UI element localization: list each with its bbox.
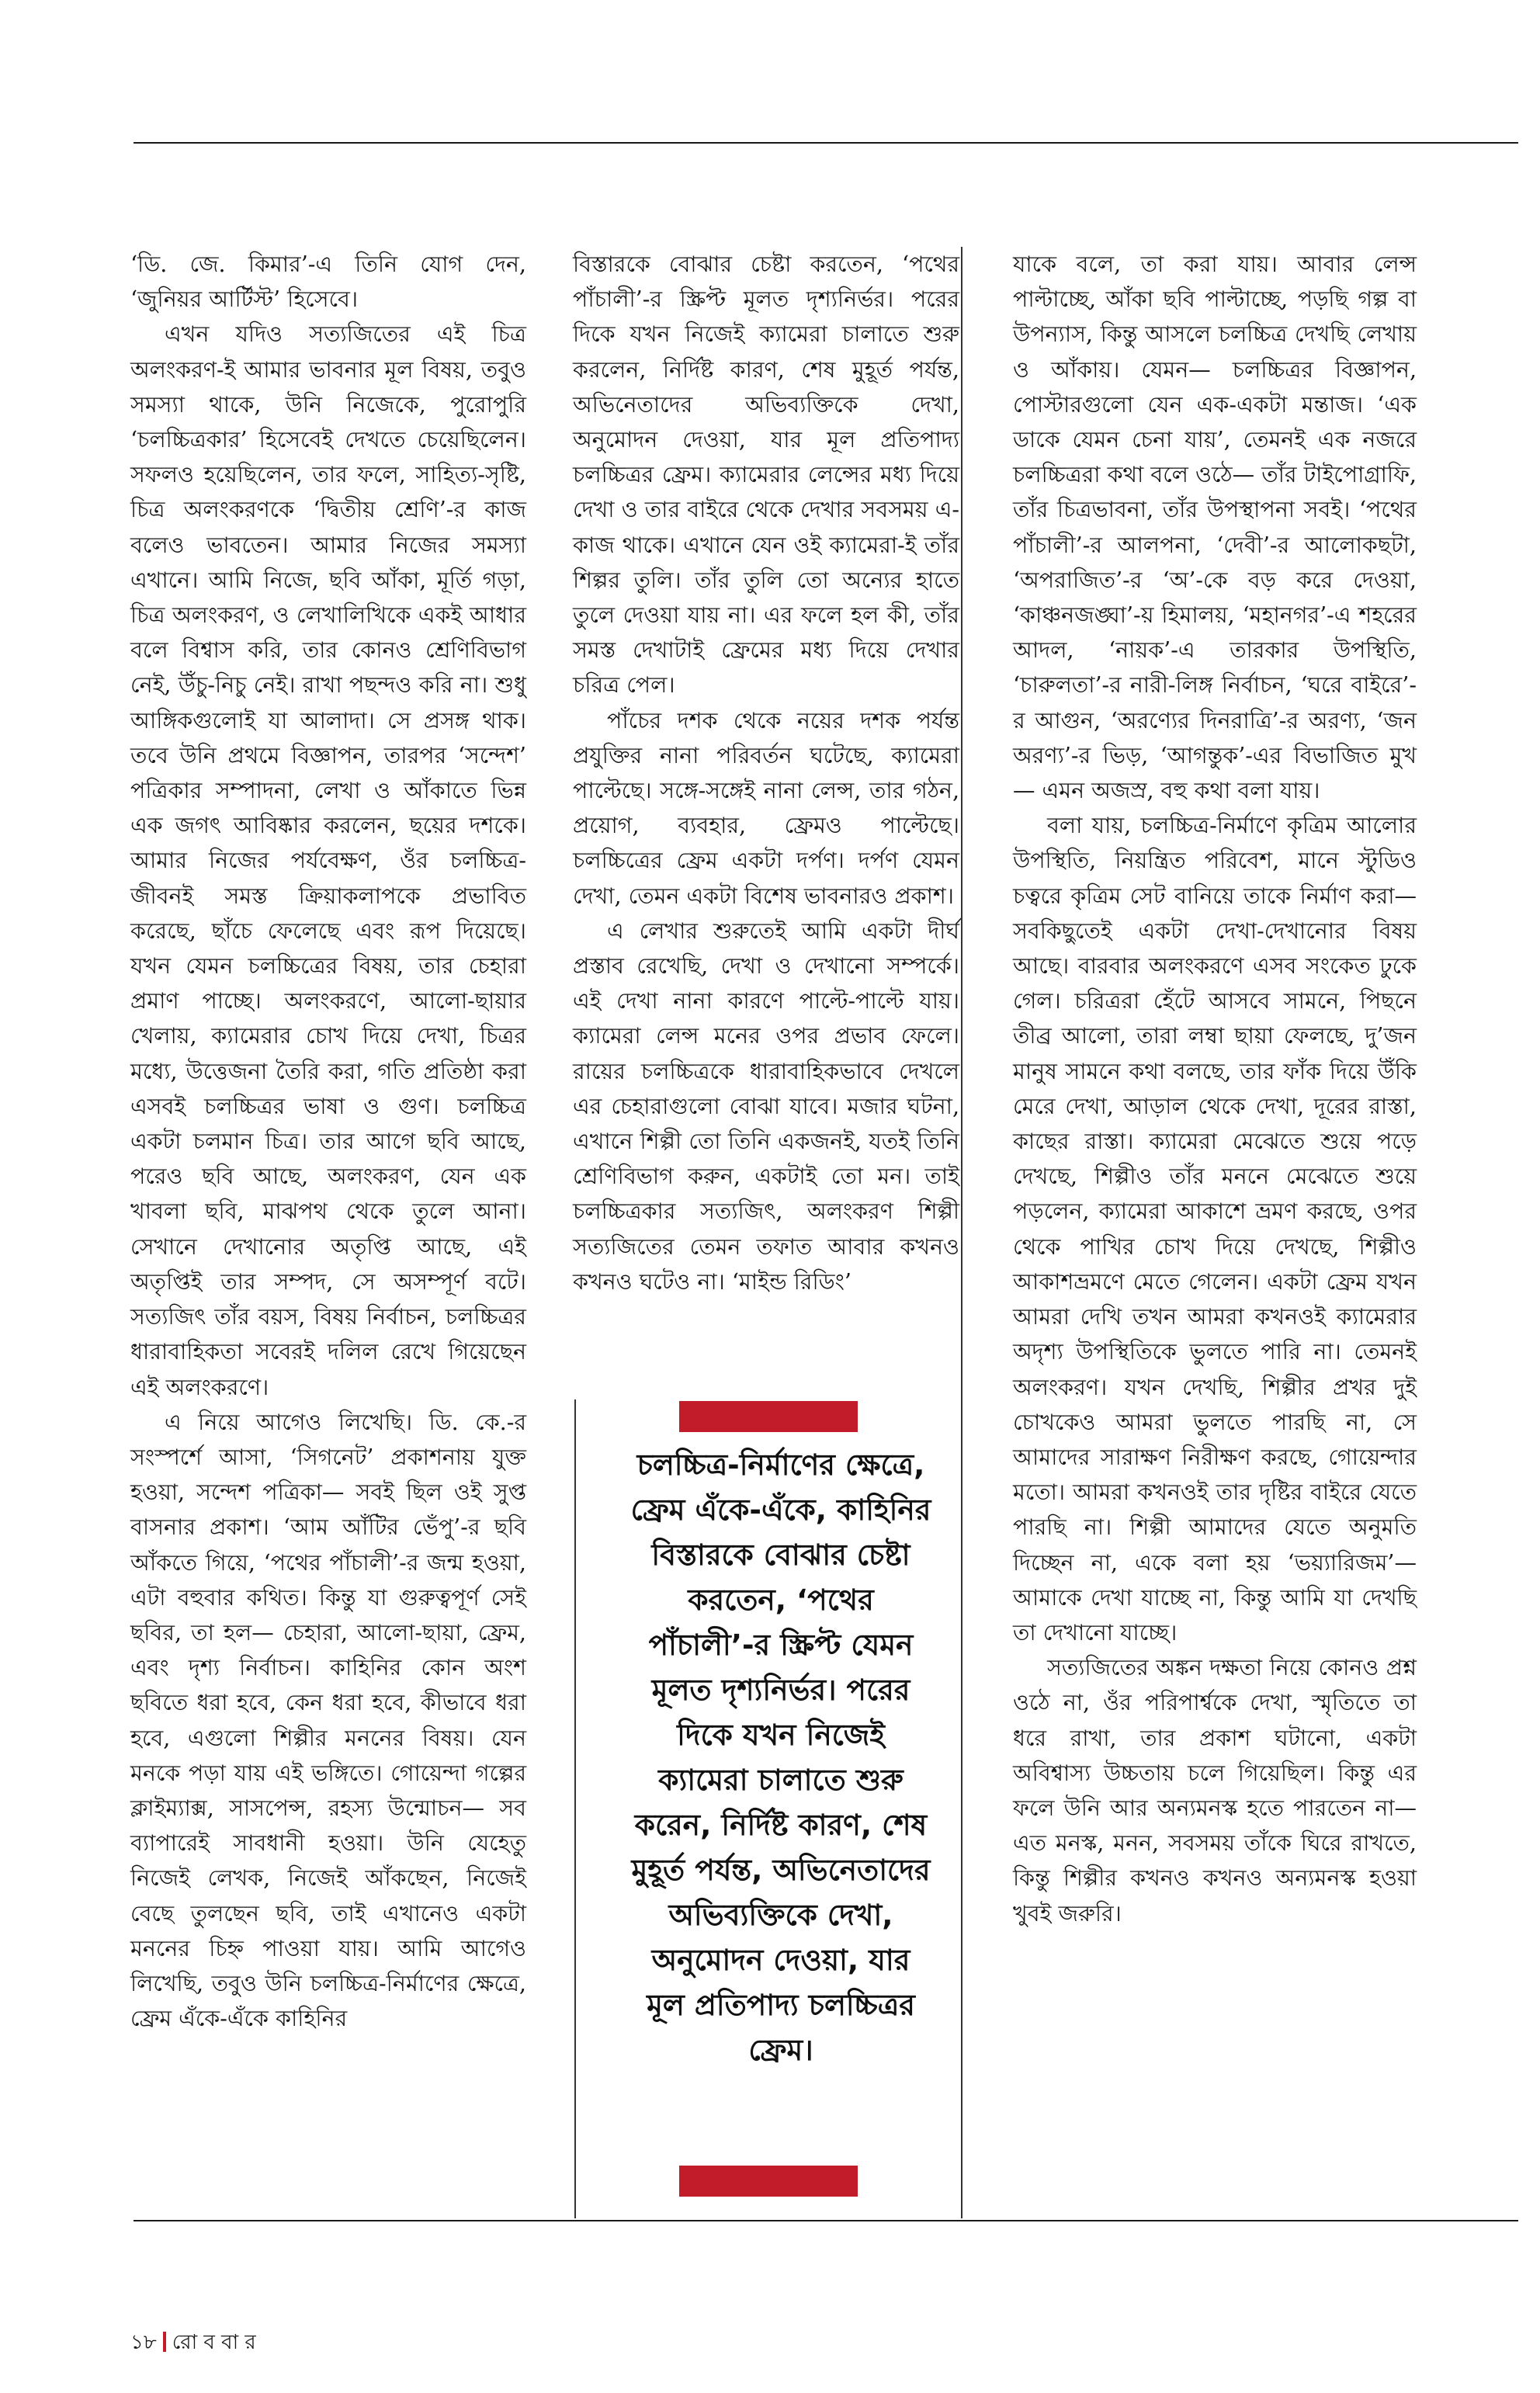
column-3-paragraph-2: বলা যায়, চলচ্চিত্র-নির্মাণে কৃত্রিম আলোর উপস্থিতি, নিয়ন্ত্রিত পরিবেশ, মানে স্টুডিও চত্বরে কৃত্রিম সেট বানিয়ে তাকে নির্মাণ করা— সবকিছুতেই একটা দেখা-দেখানোর বিষয় আছে। বারবার অলংকরণে এসব সংকেত ঢুকে গেল। চরিত্ররা হেঁটে আসবে সামনে, পিছনে তীব্র আলো, তারা লম্বা ছায়া ফেলছে, দু’জন মানুষ সামনে কথা বলছে, তার ফাঁক দিয়ে উঁকি মেরে দেখা, আড়াল থেকে দেখা, দূরের রাস্তা, কাছের রাস্তা। ক্যামেরা মেঝেতে শুয়ে পড়ে দেখছে, শিল্পীও তাঁর মননে মেঝেতে শুয়ে পড়লেন, ক্যামেরা আকাশে ভ্রমণ করছে, ওপর থেকে পাখির চোখ দিয়ে দেখছে, শিল্পীও আকাশভ্রমণে মেতে গেলেন। একটা ফ্রেম যখন আমরা দেখি তখন আমরা কখনওই ক্যামেরার অদৃশ্য উপস্থিতিকে ভুলতে পারি না। তেমনই অলংকরণ। যখন দেখছি, শিল্পীর প্রখর দুই চোখকেও আমরা ভুলতে পারছি না, সে আমাদের সারাক্ষণ নিরীক্ষণ করছে, গোয়েন্দার মতো। আমরা কখনওই তার দৃষ্টির বাইরে যেতে পারছি না। শিল্পী আমাদের যেতে অনুমতি দিচ্ছেন না, একে বলা হয় ‘ভয়্যারিজম’— আমাকে দেখা যাচ্ছে না, কিন্তু আমি যা দেখছি তা দেখানো যাচ্ছে।	[1013, 813, 1417, 1646]
pull-quote-bottom-bar	[679, 2166, 858, 2197]
column-divider-right	[961, 247, 962, 2218]
page-footer	[130, 2326, 256, 2360]
magazine-name: রো ব বা র	[172, 2331, 256, 2354]
top-rule	[134, 142, 1518, 144]
column-2-paragraph-3: এ লেখার শুরুতেই আমি একটা দীর্ঘ প্রস্তাব রেখেছি, দেখা ও দেখানো সম্পর্কে। এই দেখা নানা কারণে পাল্টে-পাল্টে যায়। ক্যামেরা লেন্স মনের ওপর প্রভাব ফেলে। রায়ের চলচ্চিত্রকে ধারাবাহিকভাবে দেখলে এর চেহারাগুলো বোঝা যাবে। মজার ঘটনা, এখানে শিল্পী তো তিনি একজনই, যতই তিনি শ্রেণিবিভাগ করুন, একটাই তো মন। তাই চলচ্চিত্রকার সত্যজিৎ, অলংকরণ শিল্পী সত্যজিতের তেমন তফাত আবার কখনও কখনও ঘটেও না। ‘মাইন্ড রিডিং’	[573, 917, 959, 1295]
column-2-paragraph-1: বিস্তারকে বোঝার চেষ্টা করতেন, ‘পথের পাঁচালী’-র স্ক্রিপ্ট মূলত দৃশ্যনির্ভর। পরের দিকে যখন নিজেই ক্যামেরা চালাতে শুরু করলেন, নির্দিষ্ট কারণ, শেষ মুহূর্ত পর্যন্ত, অভিনেতাদের অভিব্যক্তিকে দেখা, অনুমোদন দেওয়া, যার মূল প্রতিপাদ্য চলচ্চিত্রর ফ্রেম। ক্যামেরার লেন্সের মধ্য দিয়ে দেখা ও তার বাইরে থেকে দেখার সবসময় এ-কাজ থাকে। এখানে যেন ওই ক্যামেরা-ই তাঁর শিল্পর তুলি। তাঁর তুলি তো অন্যের হাতে তুলে দেওয়া যায় না। এর ফলে হল কী, তাঁর সমস্ত দেখাটাই ফ্রেমের মধ্য দিয়ে দেখার চরিত্র পেল।	[573, 251, 959, 699]
column-divider-left	[574, 1399, 576, 2218]
page-number: ১৮	[130, 2331, 157, 2354]
footer-divider	[163, 2332, 166, 2352]
article-column-1	[130, 247, 526, 2036]
column-3-paragraph-3: সত্যজিতের অঙ্কন দক্ষতা নিয়ে কোনও প্রশ্ন ওঠে না, ওঁর পরিপার্শ্বকে দেখা, স্মৃতিতে তা ধরে রাখা, তার প্রকাশ ঘটানো, একটা অবিশ্বাস্য উচ্চতায় চলে গিয়েছিল। কিন্তু এর ফলে উনি আর অন্যমনস্ক হতে পারতেন না— এত মনস্ক, মনন, সবসময় তাঁকে ঘিরে রাখতে, কিন্তু শিল্পীর কখনও কখনও অন্যমনস্ক হওয়া খুবই জরুরি।	[1013, 1655, 1417, 1927]
bottom-rule	[134, 2220, 1518, 2221]
column-3-paragraph-1: যাকে বলে, তা করা যায়। আবার লেন্স পাল্টাচ্ছে, আঁকা ছবি পাল্টাচ্ছে, পড়ছি গল্প বা উপন্যাস, কিন্তু আসলে চলচ্চিত্র দেখছি লেখায় ও আঁকায়। যেমন— চলচ্চিত্রর বিজ্ঞাপন, পোস্টারগুলো যেন এক-একটা মন্তাজ। ‘এক ডাকে যেমন চেনা যায়’, তেমনই এক নজরে চলচ্চিত্ররা কথা বলে ওঠে— তাঁর টাইপোগ্রাফি, তাঁর চিত্রভাবনা, তাঁর উপস্থাপনা সবই। ‘পথের পাঁচালী’-র আলপনা, ‘দেবী’-র আলোকছটা, ‘অপরাজিত’-র ‘অ’-কে বড় করে দেওয়া, ‘কাঞ্চনজঙ্ঘা’-য় হিমালয়, ‘মহানগর’-এ শহরের আদল, ‘নায়ক’-এ তারকার উপস্থিতি, ‘চারুলতা’-র নারী-লিঙ্গ নির্বাচন, ‘ঘরে বাইরে’-র আগুন, ‘অরণ্যের দিনরাত্রি’-র অরণ্য, ‘জন অরণ্য’-র ভিড়, ‘আগন্তুক’-এর বিভাজিত মুখ— এমন অজস্র, বহু কথা বলা যায়।	[1013, 251, 1417, 804]
column-1-paragraph-2: এখন যদিও সত্যজিতের এই চিত্র অলংকরণ-ই আমার ভাবনার মূল বিষয়, তবুও সমস্যা থাকে, উনি নিজেকে, পুরোপুরি ‘চলচ্চিত্রকার’ হিসেবেই দেখতে চেয়েছিলেন। সফলও হয়েছিলেন, তার ফলে, সাহিত্য-সৃষ্টি, চিত্র অলংকরণকে ‘দ্বিতীয় শ্রেণি’-র কাজ বলেও ভাবতেন। আমার নিজের সমস্যা এখানে। আমি নিজে, ছবি আঁকা, মূর্তি গড়া, চিত্র অলংকরণ, ও লেখালিখিকে একই আধার বলে বিশ্বাস করি, তার কোনও শ্রেণিবিভাগ নেই, উঁচু-নিচু নেই। রাখা পছন্দও করি না। শুধু আঙ্গিকগুলোই যা আলাদা। সে প্রসঙ্গ থাক। তবে উনি প্রথমে বিজ্ঞাপন, তারপর ‘সন্দেশ’ পত্রিকার সম্পাদনা, লেখা ও আঁকাতে ভিন্ন এক জগৎ আবিষ্কার করলেন, ছয়ের দশকে। আমার নিজের পর্যবেক্ষণ, ওঁর চলচ্চিত্র-জীবনই সমস্ত ক্রিয়াকলাপকে প্রভাবিত করেছে, ছাঁচে ফেলেছে এবং রূপ দিয়েছে। যখন যেমন চলচ্চিত্রের বিষয়, তার চেহারা প্রমাণ পাচ্ছে। অলংকরণে, আলো-ছায়ার খেলায়, ক্যামেরার চোখ দিয়ে দেখা, চিত্রর মধ্যে, উত্তেজনা তৈরি করা, গতি প্রতিষ্ঠা করা এসবই চলচ্চিত্রর ভাষা ও গুণ। চলচ্চিত্র একটা চলমান চিত্র। তার আগে ছবি আছে, পরেও ছবি আছে, অলংকরণ, যেন এক খাবলা ছবি, মাঝপথ থেকে তুলে আনা। সেখানে দেখানোর অতৃপ্তি আছে, এই অতৃপ্তিই তার সম্পদ, সে অসম্পূর্ণ বটে। সত্যজিৎ তাঁর বয়স, বিষয় নির্বাচন, চলচ্চিত্রর ধারাবাহিকতা সবেরই দলিল রেখে গিয়েছেন এই অলংকরণে।	[130, 321, 526, 1400]
article-column-3	[1013, 247, 1417, 1931]
article-column-2	[573, 247, 959, 1299]
column-1-paragraph-3: এ নিয়ে আগেও লিখেছি। ডি. কে.-র সংস্পর্শে আসা, ‘সিগনেট’ প্রকাশনায় যুক্ত হওয়া, সন্দেশ পত্রিকা— সবই ছিল ওই সুপ্ত বাসনার প্রকাশ। ‘আম আঁটির ভেঁপু’-র ছবি আঁকতে গিয়ে, ‘পথের পাঁচালী’-র জন্ম হওয়া, এটা বহুবার কথিত। কিন্তু যা গুরুত্বপূর্ণ সেই ছবির, তা হল— চেহারা, আলো-ছায়া, ফ্রেম, এবং দৃশ্য নির্বাচন। কাহিনির কোন অংশ ছবিতে ধরা হবে, কেন ধরা হবে, কীভাবে ধরা হবে, এগুলো শিল্পীর মননের বিষয়। যেন মনকে পড়া যায় এই ভঙ্গিতে। গোয়েন্দা গল্পের ক্লাইম্যাক্স, সাসপেন্স, রহস্য উন্মোচন— সব ব্যাপারেই সাবধানী হওয়া। উনি যেহেতু নিজেই লেখক, নিজেই আঁকছেন, নিজেই বেছে তুলছেন ছবি, তাই এখানেও একটা মননের চিহ্ন পাওয়া যায়। আমি আগেও লিখেছি, তবুও উনি চলচ্চিত্র-নির্মাণের ক্ষেত্রে, ফ্রেম এঁকে-এঁকে কাহিনির	[130, 1409, 526, 2032]
column-1-paragraph-1: ‘ডি. জে. কিমার’-এ তিনি যোগ দেন, ‘জুনিয়র আর্টিস্ট’ হিসেবে।	[130, 251, 526, 313]
pull-quote-top-bar	[679, 1401, 858, 1432]
pull-quote: চলচ্চিত্র-নির্মাণের ক্ষেত্রে, ফ্রেম এঁকে-এঁকে, কাহিনির বিস্তারকে বোঝার চেষ্টা করতেন, ‘পথের পাঁচালী’-র স্ক্রিপ্ট যেমন মূলত দৃশ্যনির্ভর। পরের দিকে যখন নিজেই ক্যামেরা চালাতে শুরু করেন, নির্দিষ্ট কারণ, শেষ মুহূর্ত পর্যন্ত, অভিনেতাদের অভিব্যক্তিকে দেখা, অনুমোদন দেওয়া, যার মূল প্রতিপাদ্য চলচ্চিত্রর ফ্রেম।	[630, 1448, 931, 2067]
column-2-paragraph-2: পাঁচের দশক থেকে নয়ের দশক পর্যন্ত প্রযুক্তির নানা পরিবর্তন ঘটেছে, ক্যামেরা পাল্টেছে। সঙ্গে-সঙ্গেই নানা লেন্স, তার গঠন, প্রয়োগ, ব্যবহার, ফ্রেমও পাল্টেছে। চলচ্চিত্রের ফ্রেম একটা দর্পণ। দর্পণ যেমন দেখা, তেমন একটা বিশেষ ভাবনারও প্রকাশ।	[573, 707, 959, 909]
